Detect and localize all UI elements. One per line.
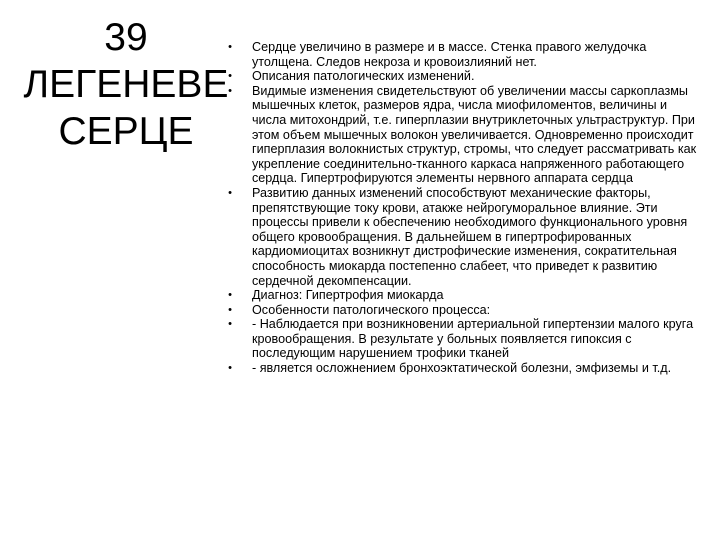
- bullet-icon: •: [228, 186, 232, 199]
- bullet-text: Видимые изменения свидетельствуют об увеличении массы саркоплазмы мышечных клеток, размеров ядра, числа миофиломентов, величины и числа митохондрий, т.е. гиперплазии внутриклеточных ультраструктур. При этом объем мышечных волокон увеличивается. Одновременно происходит гиперплазия волокнистых структур, стромы, что следует рассматривать как укрепление соединительно-тканного каркаса напряженного работающего сердца. Гипертрофируются элементы нервного аппарата сердца: [252, 83, 697, 186]
- slide-title-number: 39: [104, 16, 148, 59]
- bullet-text: Диагноз: Гипертрофия миокарда: [252, 288, 444, 303]
- bullet-text: - Наблюдается при возникновении артериальной гипертензии малого круга кровообращения. В результате у больных появляется гипоксия с последующим нарушением трофики тканей: [252, 317, 694, 361]
- bullet-text: Развитию данных изменений способствуют механические факторы, препятствующие току крови, атакже нейрогуморальное влияние. Эти процессы привели к обеспечению необходимого функционального уровня общего кровообращения. В дальнейшем в гипертрофированных кардиомиоцитах возникнут дистрофические изменения, сократительная способность миокарда постепенно слабеет, что приведет к развитию сердечной декомпенсации.: [252, 185, 688, 288]
- bullet-item-changes-heading: [214, 69, 700, 84]
- slide-title-line-1: ЛЕГЕНЕВЕ: [23, 63, 229, 106]
- slide-title-line-2: СЕРЦЕ: [58, 110, 194, 153]
- bullet-icon: •: [228, 41, 232, 53]
- bullet-text: Особенности патологического процесса:: [252, 302, 491, 317]
- slide-content: [214, 40, 700, 376]
- bullet-text: Описания патологических изменений.: [252, 69, 475, 84]
- bullet-item-complication: [214, 361, 700, 376]
- bullet-list: [214, 40, 700, 376]
- bullet-icon: •: [228, 84, 232, 97]
- bullet-item-visible-changes: [214, 84, 700, 186]
- bullet-item-hypertension: [214, 317, 700, 361]
- bullet-item-description: [214, 40, 700, 69]
- bullet-item-features-heading: [214, 303, 700, 318]
- bullet-icon: •: [228, 70, 232, 83]
- bullet-icon: •: [228, 318, 232, 331]
- bullet-icon: •: [228, 362, 232, 375]
- bullet-icon: •: [228, 289, 232, 302]
- bullet-text: Сердце увеличино в размере и в массе. Стенка правого желудочка утолщена. Следов некроза и кровоизлияний нет.: [252, 40, 647, 69]
- bullet-item-causes: [214, 186, 700, 288]
- bullet-icon: •: [228, 303, 232, 316]
- bullet-text: - является осложнением бронхоэктатической болезни, эмфиземы и т.д.: [252, 361, 672, 376]
- bullet-item-diagnosis: [214, 288, 700, 303]
